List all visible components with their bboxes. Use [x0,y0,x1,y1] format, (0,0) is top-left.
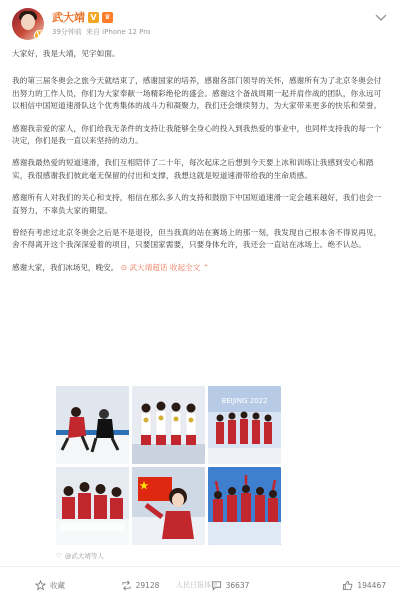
repost-icon [121,580,132,591]
watermark: 人民日报体育 [176,581,218,589]
avatar[interactable] [12,8,44,40]
username[interactable]: 武大靖 [52,11,85,24]
member-crown-icon: ♛ [102,12,113,23]
heart-icon: ♡ [56,551,62,560]
post-closing-line [12,262,388,274]
post-closing: 感谢大家，我们冰场见，晚安。 [12,262,119,272]
post-greeting: 大家好，我是大靖，见字如面。 [12,49,120,58]
collapse-text-button[interactable]: 收起全文 [169,262,201,272]
post-header [0,0,400,46]
mentions-link[interactable]: @武大靖等人 [64,552,104,560]
topic-icon: ⊙ [120,262,128,272]
verified-badge-icon: V [34,30,44,40]
chevron-up-icon: ⌃ [202,262,210,272]
mentions-line [56,551,104,560]
post-time: 39分钟前 [52,28,82,36]
image-grid [56,386,281,548]
post-paragraph: 曾经有考虑过北京冬奥会之后是不是退役，但当我真的站在赛场上的那一刻，我发现自己根本舍不得说再见，舍不得离开这个我深深爱着的项目，只要国家需要，只要身体允许，我还会一直站在冰场上。绝不认怂。 [12,228,382,250]
post-image-5[interactable] [132,467,205,545]
repost-count: 29128 [135,580,160,590]
post-body [12,48,388,282]
post-source: 来自 iPhone 12 Pro [85,28,151,36]
name-row [52,10,113,24]
repost-button[interactable] [100,570,180,600]
post-paragraph: 我的第三届冬奥会之旅今天就结束了，感谢国家的培养，感谢各部门领导的关怀，感谢所有为了北京冬奥会付出努力的工作人员，你们为大家奉献一场精彩绝伦的盛会。感谢这个备战周期一起并肩作战的团队，你永远可以相信中国短道速滑队这个优秀集体的战斗力和凝聚力，我们还会继续努力，为大家带来更多的快乐和荣誉。 [12,76,382,111]
post-meta [52,27,150,37]
comment-count: 36637 [225,580,250,590]
post-image-3[interactable] [208,386,281,464]
vip-icon: V [88,12,99,23]
post-paragraph: 感谢我亲爱的家人，你们给我无条件的支持让我能够全身心的投入到我热爱的事业中，也同样支持我的每一个决定，你们是我一直以来坚持的动力。 [12,123,382,146]
star-icon [35,580,46,591]
divider [0,566,400,567]
chevron-down-icon[interactable] [374,12,388,22]
post-paragraph: 感谢所有人对我们的关心和支持，相信在那么多人的支持和鼓励下中国短道速滑一定会越来越好，我们也会一直努力，不辜负大家的期望。 [12,193,382,215]
like-count: 194467 [357,580,386,590]
favorite-button[interactable] [0,570,100,600]
like-button[interactable] [280,570,400,600]
favorite-label: 收藏 [50,580,65,590]
post-image-2[interactable] [132,386,205,464]
topic-link[interactable]: 武大靖超话 [129,262,168,272]
post-paragraph: 感谢我最热爱的短道速滑，我们互相陪伴了二十年，每次起床之后想到今天要上冰和训练让我感到安心和踏实，我很感谢我们彼此毫无保留的付出和支撑，我想这就是短道速滑带给我的生命质感。 [12,158,374,180]
post-image-4[interactable] [56,467,129,545]
post-image-1[interactable] [56,386,129,464]
beijing-2022-text: BEIJING 2022 [221,397,268,405]
avatar-face [21,14,35,30]
thumbs-up-icon [342,580,353,591]
post-image-6[interactable] [208,467,281,545]
